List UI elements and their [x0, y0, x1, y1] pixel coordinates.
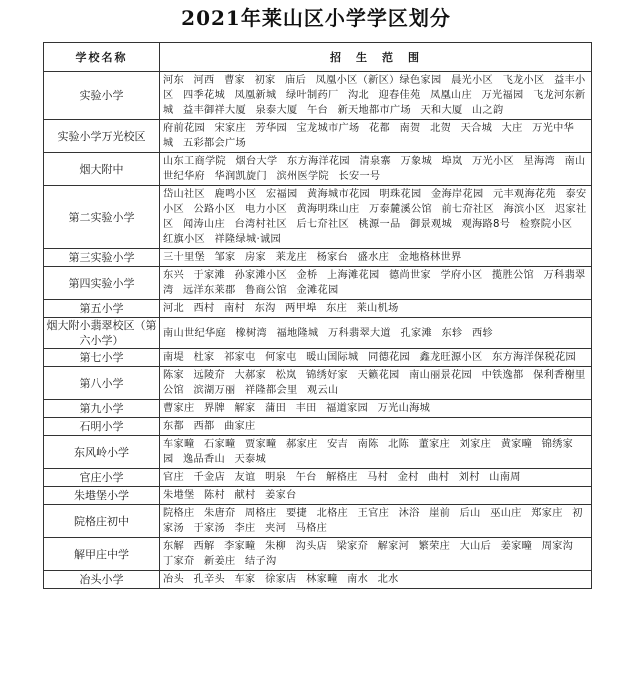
area-item: 暖山国际城	[306, 352, 359, 363]
area-item: 山之韵	[472, 105, 504, 116]
area-item: 官庄	[163, 472, 184, 483]
area-item: 远洋东莱郡	[183, 285, 236, 296]
enrollment-area	[160, 318, 592, 349]
area-item: 锦绣家园	[163, 439, 574, 465]
area-item: 沐浴	[398, 508, 420, 519]
area-item: 西解	[193, 541, 215, 552]
enrollment-area	[160, 418, 592, 436]
area-item: 林家疃	[306, 574, 338, 585]
area-item: 两甲埠	[285, 303, 317, 314]
area-item: 桃源一品	[358, 219, 401, 230]
area-item: 闻涛山庄	[183, 219, 225, 230]
area-item: 万光福园	[481, 90, 524, 101]
area-item: 东方海洋保税花园	[492, 352, 576, 363]
area-item: 石家疃	[204, 439, 236, 450]
area-item: 马格庄	[295, 523, 328, 534]
area-item: 同德花园	[368, 352, 411, 363]
area-item: 后山	[459, 508, 481, 519]
area-item: 晨光小区	[451, 75, 494, 86]
area-item: 长安一号	[338, 171, 381, 182]
area-item: 山南周	[489, 472, 521, 483]
school-name: 解甲庄中学	[44, 538, 160, 571]
school-name: 第五小学	[44, 300, 160, 318]
enrollment-area	[160, 153, 592, 186]
area-item: 迟家社区	[163, 204, 587, 230]
area-item: 马村	[367, 472, 389, 483]
area-item: 北陈	[388, 439, 410, 450]
area-item: 黄海明珠山庄	[296, 204, 360, 215]
area-item: 金村	[397, 472, 419, 483]
area-item: 何家屯	[265, 352, 297, 363]
area-item: 界牌	[204, 403, 225, 414]
table-row	[44, 186, 592, 249]
area-item: 元丰观海花苑	[492, 189, 556, 200]
area-item: 保利香榭里公馆	[163, 370, 586, 396]
area-item: 天籁花园	[357, 370, 400, 381]
school-name: 第七小学	[44, 349, 160, 367]
area-item: 凤凰小区（新区）绿色家园	[315, 75, 442, 86]
area-item: 初家	[254, 75, 276, 86]
area-item: 曹家	[224, 75, 246, 86]
area-item: 东轸	[441, 327, 463, 339]
table-row	[44, 367, 592, 400]
area-item: 北水	[377, 574, 399, 585]
enrollment-area	[160, 349, 592, 367]
district-table	[43, 42, 592, 589]
area-item: 献村	[234, 490, 256, 501]
area-item: 孔家滩	[400, 327, 432, 339]
area-item: 万象城	[400, 156, 432, 167]
area-item: 东沟	[254, 303, 276, 314]
area-item: 绿叶制药厂	[286, 90, 339, 101]
area-item: 朱柳	[265, 541, 287, 552]
area-item: 东方海洋花园	[286, 156, 350, 167]
school-name: 第二实验小学	[44, 186, 160, 249]
area-item: 北格庄	[316, 508, 349, 519]
table-row	[44, 436, 592, 469]
area-item: 府前花园	[163, 123, 205, 134]
table-row	[44, 571, 592, 589]
area-item: 朱塂堡	[163, 490, 195, 501]
enrollment-area	[160, 249, 592, 267]
area-item: 观云山	[307, 385, 339, 396]
enrollment-area	[160, 72, 592, 120]
area-item: 孙家滩小区	[234, 270, 287, 281]
area-item: 午台	[295, 472, 317, 483]
area-item: 沟北	[348, 90, 370, 101]
area-item: 车家疃	[163, 439, 195, 450]
area-item: 前七夼社区	[441, 204, 494, 215]
area-item: 华润凯旋门	[214, 171, 267, 182]
area-item: 福地隆城	[276, 327, 319, 339]
area-item: 鹿鸣小区	[214, 189, 257, 200]
school-name: 第八小学	[44, 367, 160, 400]
table-row	[44, 120, 592, 153]
area-item: 天和大厦	[420, 105, 463, 116]
area-item: 祥隆都会里	[245, 385, 298, 396]
area-item: 万泰麓溪公馆	[369, 204, 432, 215]
area-item: 滨湖万丽	[193, 385, 236, 396]
area-item: 陈家	[163, 370, 184, 381]
header-area: 招 生 范 围	[160, 43, 592, 72]
table-row	[44, 349, 592, 367]
area-item: 繁荣庄	[418, 541, 451, 552]
area-item: 西村	[193, 303, 215, 314]
area-item: 金滩花园	[296, 285, 339, 296]
area-item: 远陵夼	[193, 370, 225, 381]
area-item: 红旗小区	[163, 234, 205, 245]
area-item: 沟头店	[295, 541, 328, 552]
area-item: 丁家夼	[163, 556, 195, 567]
area-item: 西轸	[472, 327, 494, 339]
school-name: 第三实验小学	[44, 249, 160, 267]
area-item: 姜家疃	[500, 541, 533, 552]
page-title: 2021年莱山区小学学区划分	[181, 6, 451, 30]
area-item: 五彩都会广场	[183, 138, 246, 149]
area-item: 孔辛头	[193, 574, 225, 585]
area-item: 锦绣好家	[306, 370, 349, 381]
table-row	[44, 469, 592, 487]
area-item: 宏福园	[266, 189, 298, 200]
area-item: 河东	[163, 75, 184, 86]
area-item: 宋家庄	[214, 123, 246, 134]
area-item: 观海路8号	[461, 219, 511, 230]
school-name: 烟大附小翡翠校区（第六小学）	[44, 318, 160, 349]
table-row	[44, 318, 592, 349]
area-item: 大山后	[459, 541, 492, 552]
area-item: 天合城	[460, 123, 493, 134]
table-row	[44, 72, 592, 120]
area-item: 后七夼社区	[296, 219, 349, 230]
area-item: 清泉寨	[359, 156, 391, 167]
area-item: 邹家	[214, 252, 236, 263]
area-item: 上海滩花园	[327, 270, 380, 281]
area-item: 花都	[369, 123, 390, 134]
school-name: 第九小学	[44, 400, 160, 418]
enrollment-area	[160, 571, 592, 589]
area-item: 午台	[307, 105, 329, 116]
area-item: 公路小区	[193, 204, 236, 215]
area-item: 东兴	[163, 270, 184, 281]
school-name: 石明小学	[44, 418, 160, 436]
area-item: 要捷	[286, 508, 308, 519]
area-item: 三十里堡	[163, 252, 205, 263]
area-item: 电力小区	[245, 204, 287, 215]
school-name: 实验小学万光校区	[44, 120, 160, 153]
area-item: 南贺	[399, 123, 421, 134]
area-item: 滨州医学院	[276, 171, 329, 182]
enrollment-area	[160, 469, 592, 487]
area-item: 金海岸花园	[431, 189, 484, 200]
area-item: 徐家店	[265, 574, 297, 585]
area-item: 烟台大学	[235, 156, 278, 167]
area-item: 飞龙河东新城	[163, 90, 586, 116]
area-item: 李庄	[234, 523, 256, 534]
area-item: 学府小区	[440, 270, 483, 281]
area-item: 初家汤	[163, 508, 583, 534]
area-item: 蒲田	[265, 403, 287, 414]
area-item: 梁家夼	[336, 541, 369, 552]
area-item: 解家河	[377, 541, 410, 552]
area-item: 揽胜公馆	[492, 270, 534, 281]
area-item: 凤凰新城	[234, 90, 277, 101]
area-item: 益丰御祥大厦	[183, 105, 246, 116]
area-item: 庙后	[285, 75, 307, 86]
area-item: 星海湾	[523, 156, 555, 167]
school-name: 院格庄初中	[44, 505, 160, 538]
header-school: 学校名称	[44, 43, 160, 72]
area-item: 冶头	[163, 574, 184, 585]
area-item: 橡树湾	[235, 327, 267, 339]
area-item: 解家	[234, 403, 256, 414]
area-item: 新天地都市广场	[337, 105, 411, 116]
table-row	[44, 267, 592, 300]
area-item: 友谊	[234, 472, 256, 483]
area-item: 东庄	[326, 303, 348, 314]
area-item: 车家	[234, 574, 256, 585]
area-item: 南堤	[163, 352, 184, 363]
area-item: 曹家庄	[163, 403, 195, 414]
enrollment-area	[160, 120, 592, 153]
area-item: 曲村	[428, 472, 450, 483]
area-item: 南陈	[357, 439, 379, 450]
area-item: 郝家庄	[286, 439, 318, 450]
area-item: 万科翡翠湾	[163, 270, 586, 296]
enrollment-area	[160, 538, 592, 571]
area-item: 杨家台	[316, 252, 349, 263]
area-item: 岱山社区	[163, 189, 205, 200]
area-item: 南山丽景花园	[409, 370, 473, 381]
area-item: 于家汤	[193, 523, 225, 534]
area-item: 千金店	[193, 472, 225, 483]
enrollment-area	[160, 505, 592, 538]
area-item: 明泉	[265, 472, 287, 483]
area-item: 南山世纪华府	[163, 156, 586, 182]
area-item: 河北	[163, 303, 184, 314]
table-body	[44, 72, 592, 589]
area-item: 御景观城	[410, 219, 452, 230]
area-item: 金地格林世界	[398, 252, 462, 263]
area-item: 盛水庄	[357, 252, 390, 263]
table-row	[44, 505, 592, 538]
area-item: 松岚	[275, 370, 297, 381]
area-item: 万光山海城	[377, 403, 431, 414]
school-name: 官庄小学	[44, 469, 160, 487]
area-item: 福道家园	[326, 403, 369, 414]
table-row	[44, 400, 592, 418]
area-item: 结子沟	[245, 556, 277, 567]
area-item: 益丰小区	[163, 75, 586, 101]
area-item: 宝龙城市广场	[296, 123, 360, 134]
area-item: 埠岚	[441, 156, 463, 167]
enrollment-area	[160, 436, 592, 469]
area-item: 四季花城	[183, 90, 225, 101]
area-item: 贾家疃	[245, 439, 277, 450]
area-item: 丰田	[295, 403, 317, 414]
area-item: 于家滩	[193, 270, 225, 281]
area-item: 凤凰山庄	[430, 90, 473, 101]
area-item: 刘村	[458, 472, 480, 483]
area-item: 大郝家	[234, 370, 267, 381]
table-row	[44, 153, 592, 186]
area-item: 中铁逸都	[481, 370, 524, 381]
school-name: 朱塂堡小学	[44, 487, 160, 505]
enrollment-area	[160, 367, 592, 400]
table-row	[44, 487, 592, 505]
area-item: 西都	[193, 421, 215, 432]
area-item: 周格庄	[245, 508, 277, 519]
area-item: 黄家疃	[500, 439, 533, 450]
area-item: 曲家庄	[224, 421, 256, 432]
area-item: 海滨小区	[503, 204, 546, 215]
table-row	[44, 300, 592, 318]
area-item: 房家	[245, 252, 267, 263]
area-item: 杜家	[193, 352, 215, 363]
area-item: 夹河	[265, 523, 287, 534]
area-item: 姜家台	[265, 490, 297, 501]
area-item: 河西	[193, 75, 215, 86]
area-item: 万光中华城	[163, 123, 575, 149]
area-item: 北贺	[430, 123, 452, 134]
area-item: 万科翡翠大道	[328, 327, 391, 339]
enrollment-area	[160, 186, 592, 249]
area-item: 南村	[224, 303, 246, 314]
area-item: 东都	[163, 421, 184, 432]
area-item: 检察院小区	[519, 219, 573, 230]
school-name: 烟大附中	[44, 153, 160, 186]
area-item: 郑家庄	[531, 508, 563, 519]
area-item: 泉泰大厦	[255, 105, 298, 116]
area-item: 莱山机场	[356, 303, 399, 314]
area-item: 万光小区	[472, 156, 514, 167]
school-name: 第四实验小学	[44, 267, 160, 300]
area-item: 祥隆绿城·诚园	[214, 234, 281, 245]
area-item: 天泰城	[234, 454, 267, 465]
area-item: 解格庄	[326, 472, 358, 483]
area-item: 周家沟	[541, 541, 574, 552]
area-item: 东解	[163, 541, 184, 552]
area-item: 逸品香山	[183, 454, 225, 465]
area-item: 南水	[347, 574, 369, 585]
area-item: 鲁商公馆	[245, 285, 287, 296]
area-item: 金桥	[296, 270, 318, 281]
area-item: 刘家庄	[459, 439, 492, 450]
area-item: 董家庄	[418, 439, 451, 450]
area-item: 陈村	[204, 490, 225, 501]
area-item: 安吉	[327, 439, 349, 450]
enrollment-area	[160, 487, 592, 505]
area-item: 大庄	[501, 123, 523, 134]
area-item: 莱龙庄	[275, 252, 308, 263]
area-item: 明珠花园	[379, 189, 422, 200]
enrollment-area	[160, 300, 592, 318]
school-name: 实验小学	[44, 72, 160, 120]
school-name: 东风岭小学	[44, 436, 160, 469]
area-item: 祁家屯	[224, 352, 256, 363]
area-item: 新姜庄	[204, 556, 236, 567]
area-item: 迎春佳苑	[378, 90, 421, 101]
area-item: 李家疃	[224, 541, 256, 552]
area-item: 崖前	[429, 508, 451, 519]
area-item: 巫山庄	[490, 508, 522, 519]
area-item: 台湾村社区	[234, 219, 287, 230]
school-name: 冶头小学	[44, 571, 160, 589]
area-item: 王官庄	[357, 508, 390, 519]
area-item: 鑫龙旺源小区	[419, 352, 483, 363]
area-item: 黄海城市花园	[307, 189, 370, 200]
enrollment-area	[160, 267, 592, 300]
area-item: 芳华园	[255, 123, 287, 134]
table-row	[44, 249, 592, 267]
area-item: 朱唐夼	[204, 508, 236, 519]
area-item: 山东工商学院	[163, 156, 226, 167]
enrollment-area	[160, 400, 592, 418]
table-row	[44, 538, 592, 571]
area-item: 院格庄	[163, 508, 195, 519]
area-item: 南山世纪华庭	[163, 327, 226, 339]
table-header-row	[44, 43, 592, 72]
area-item: 飞龙小区	[502, 75, 545, 86]
area-item: 德尚世家	[389, 270, 431, 281]
table-row	[44, 418, 592, 436]
area-item: 泰安小区	[163, 189, 587, 215]
